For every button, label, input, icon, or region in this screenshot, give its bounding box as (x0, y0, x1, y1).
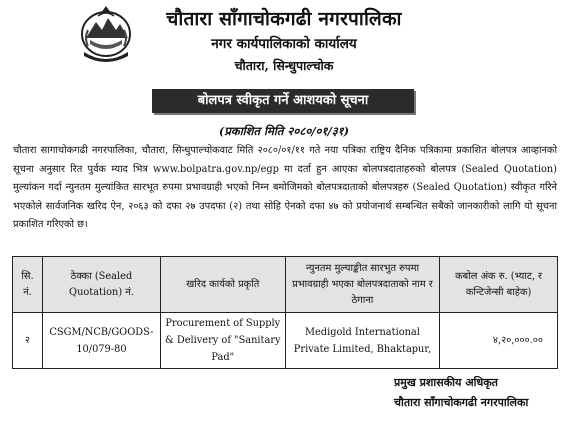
column-header-nature: खरिद कार्यको प्रकृति (160, 257, 285, 313)
publication-date: (प्रकाशित मिति २०८०/०१/३१) (218, 124, 350, 138)
bid-table (12, 256, 558, 369)
column-header-contract-no: ठेक्का (Sealed Quotation) नं. (42, 257, 160, 313)
column-header-bidder: न्युनतम मुल्याङ्कीत सारभुत रुपमा प्रभावग्राही भएका बोलपत्रदाताको नाम र ठेगाना (285, 257, 440, 313)
signatory-designation: प्रमुख प्रशासकीय अधिकृत (394, 376, 498, 389)
cell-bidder: Medigold International Private Limited, Bhaktapur, (285, 313, 440, 369)
cell-sn: २ (13, 313, 43, 369)
column-header-amount: कबोल अंक रु. (भ्याट, र कन्टिजेन्सी बाहेक) (440, 257, 558, 313)
cell-contract-no: CSGM/NCB/GOODS-10/079-80 (42, 313, 160, 369)
notice-heading: बोलपत्र स्वीकृत गर्ने आशयको सूचना (152, 89, 414, 113)
municipality-title: चौतारा साँगाचोकगढी नगरपालिका (166, 8, 402, 30)
cell-nature: Procurement of Supply & Delivery of "Sanitary Pad" (160, 313, 285, 369)
cell-amount: ४,२०,०००.०० (440, 313, 558, 369)
column-header-sn: सि. नं. (13, 257, 43, 313)
office-title: नगर कार्यपालिकाको कार्यालय (211, 36, 357, 52)
table-row (13, 313, 558, 369)
signatory-organization: चौतारा साँगाचोकगढी नगरपालिका (394, 396, 529, 409)
office-location: चौतारा, सिन्धुपाल्चोक (234, 58, 334, 73)
notice-body: चौतारा सागाचोकगढी नगरपालिका, चौतारा, सिन्धुपाल्चोकवाट मिति २०८०/०१/११ गते नया पत्रिका राष्ट्रिय दैनिक पत्रिकामा प्रकाशित बोलपत्र आव्हानको सूचना अनुसार रित पुर्वक म्याद भित्र www.bolpatra.gov.np/egp मा दर्ता हुन आएका बोलपत्रदाताहरुको बोलपत्र (Sealed Quotation) मुल्यांकन गर्दा न्युनतम मुल्यांकित सारभूत रुपमा प्रभावग्राही भएको निम्न बमोजिमको बोलपत्रदाताको बोलपत्रहरु (Sealed Quotation) स्वीकृत गरिने भएकोले सार्वजनिक खरिद ऐन, २०६३ को दफा २७ उपदफा (२) तथा सोहि ऐनको दफा ४७ को प्रयोजनार्थ सम्बन्धित सबैको जानकारीको लागि यो सूचना प्रकाशित गरिएको छ। (13, 145, 557, 230)
table-header-row (13, 257, 558, 313)
